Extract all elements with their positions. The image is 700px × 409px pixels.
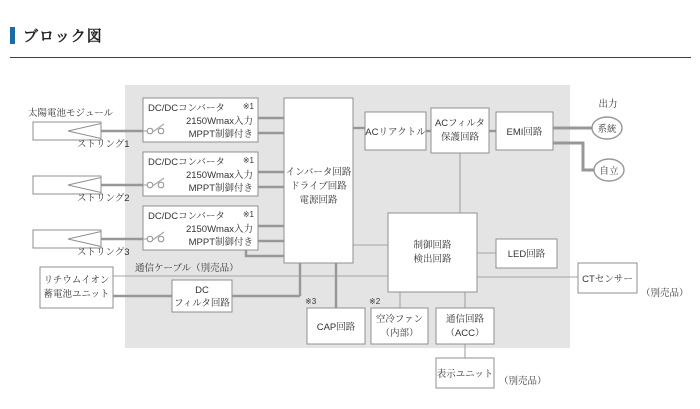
grid-output-label: 系統 xyxy=(597,124,617,135)
control-line1: 制御回路 xyxy=(413,240,452,251)
cap-block xyxy=(307,308,365,344)
dcdc1-input: 2150Wmax入力 xyxy=(185,116,253,127)
led-block xyxy=(496,239,557,268)
pv-string3-arrow xyxy=(33,230,101,248)
battery-unit-block xyxy=(40,267,113,308)
comm-line2: （ACC） xyxy=(445,328,485,339)
ac-filter-line1: ACフィルタ xyxy=(434,118,486,129)
standalone-output-terminal xyxy=(594,159,624,181)
control-block xyxy=(388,213,477,292)
led-label: LED回路 xyxy=(507,249,546,260)
comm-line1: 通信回路 xyxy=(445,314,485,325)
dcdc1-mppt: MPPT制御付き xyxy=(188,129,253,140)
inverter-line3: 電源回路 xyxy=(299,195,338,206)
dcdc2-mppt: MPPT制御付き xyxy=(188,183,253,194)
emi-label: EMI回路 xyxy=(506,127,543,138)
dcdc2-input: 2150Wmax入力 xyxy=(185,170,253,181)
pv-string1-arrow xyxy=(33,122,101,140)
control-line2: 検出回路 xyxy=(413,254,452,265)
dcdc3-name: DC/DCコンバータ xyxy=(148,211,225,222)
dcdc2-name: DC/DCコンバータ xyxy=(148,157,225,168)
dcdc1-name: DC/DCコンバータ xyxy=(148,103,225,114)
battery-line1: リチウムイオン xyxy=(43,275,110,286)
display-unit-label: 表示ユニット xyxy=(436,369,494,380)
dcdc-converter1-block xyxy=(143,98,258,142)
output-label: 出力 xyxy=(598,99,618,110)
ac-filter-line2: 保護回路 xyxy=(440,132,480,143)
ct-sensor-block xyxy=(578,263,637,293)
comm-cable-label: 通信ケーブル（別売品） xyxy=(135,263,239,274)
cooling-fan-block xyxy=(371,308,428,344)
fan-note2: ※2 xyxy=(369,297,381,306)
comm-circuit-block xyxy=(436,308,494,344)
pv-string2-arrow xyxy=(33,176,101,194)
inverter-block xyxy=(284,98,353,263)
string2-label: ストリング2 xyxy=(77,193,130,204)
page-title: ブロック図 xyxy=(23,28,103,45)
dcdc3-input: 2150Wmax入力 xyxy=(185,224,253,235)
display-unit-block xyxy=(436,358,494,388)
display-sold-separately-label: （別売品） xyxy=(499,376,547,387)
standalone-output-label: 自立 xyxy=(599,166,619,177)
dc-filter-block xyxy=(172,280,232,312)
dc-filter-line1: DC xyxy=(195,285,209,296)
fan-line2: （内部） xyxy=(380,328,419,339)
dc-filter-line2: フィルタ回路 xyxy=(174,298,230,309)
string1-label: ストリング1 xyxy=(77,139,130,150)
dcdc3-mppt: MPPT制御付き xyxy=(188,237,253,248)
solar-module-label: 太陽電池モジュール xyxy=(28,108,114,119)
emi-block xyxy=(496,112,553,150)
dcdc3-note1: ※1 xyxy=(242,210,254,219)
ac-filter-block xyxy=(431,108,489,153)
inverter-line2: ドライブ回路 xyxy=(290,181,347,192)
cap-label: CAP回路 xyxy=(316,322,356,333)
dcdc-converter3-block xyxy=(143,206,258,250)
grid-output-terminal xyxy=(592,117,622,139)
dcdc1-note1: ※1 xyxy=(242,102,254,111)
string3-label: ストリング3 xyxy=(77,247,130,258)
ac-reactor-block xyxy=(365,112,426,150)
ac-reactor-label: ACリアクトル xyxy=(365,127,426,138)
cap-note3: ※3 xyxy=(305,297,317,306)
ct-sensor-label: CTセンサー xyxy=(582,274,633,285)
fan-line1: 空冷ファン xyxy=(375,314,424,325)
inverter-line1: インバータ回路 xyxy=(285,167,352,178)
dcdc2-note1: ※1 xyxy=(242,156,254,165)
dcdc-converter2-block xyxy=(143,152,258,196)
ct-sold-separately-label: （別売品） xyxy=(641,288,689,299)
battery-line2: 蓄電池ユニット xyxy=(43,289,110,300)
